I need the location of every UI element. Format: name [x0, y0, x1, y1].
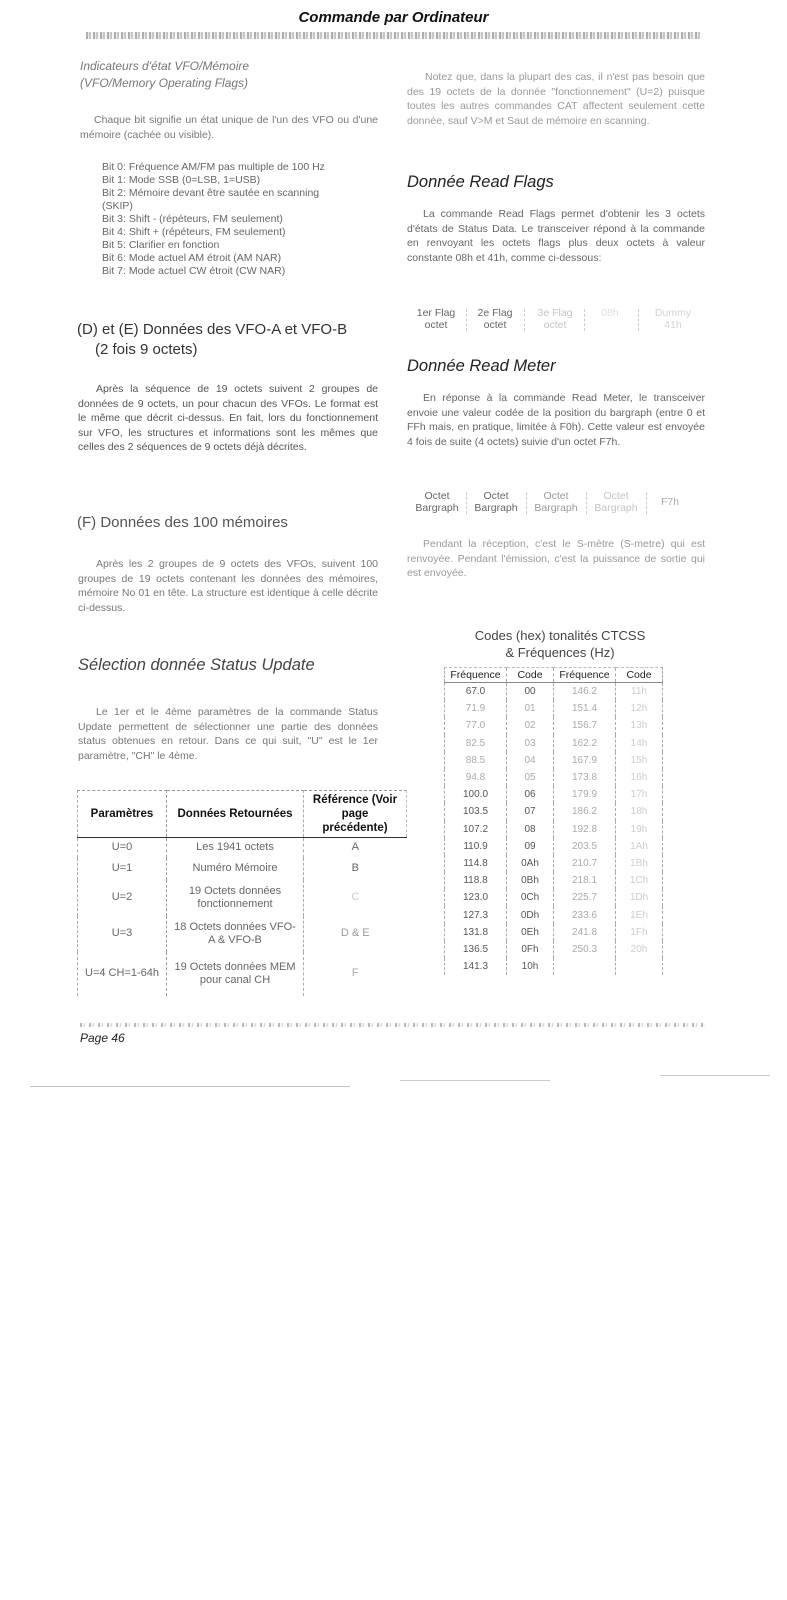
- flags-heading: [80, 58, 380, 92]
- ctcss-frequency-cell: 203.5: [554, 838, 616, 855]
- ctcss-row: [445, 769, 663, 786]
- vfo-heading: [77, 320, 387, 360]
- ctcss-code-cell: 01: [507, 700, 554, 717]
- flags-heading-line1: Indicateurs d'état VFO/Mémoire: [80, 59, 250, 73]
- ctcss-header-cell: Fréquence: [554, 668, 616, 683]
- params-header-cell: Référence (Voir page précédente): [304, 791, 407, 838]
- ctcss-title-line1: Codes (hex) tonalités CTCSS: [474, 628, 646, 643]
- scan-artifact-line: [660, 1075, 770, 1076]
- note-text: Notez que, dans la plupart des cas, il n'est pas besoin que des 19 octets de la donnée "fonctionnement" (U=2) puisque toutes les autres commandes CAT affectent seulement cette donnée, sauf V>M et Saut de mémoire en scanning.: [407, 71, 705, 127]
- ctcss-code-cell: 10h: [507, 958, 554, 975]
- params-header-cell: Données Retournées: [167, 791, 304, 838]
- params-cell: F: [351, 967, 359, 979]
- flag-cell-line1: 08h: [601, 307, 619, 319]
- flag-cell-line1: 3e Flag: [537, 307, 573, 319]
- params-cell: Numéro Mémoire: [167, 858, 304, 880]
- scan-artifact-line: [30, 1086, 350, 1087]
- flag-cell-line1: Dummy: [654, 307, 692, 319]
- ctcss-header-cell: Code: [507, 668, 554, 683]
- bit-item: Bit 3: Shift - (répéteurs, FM seulement): [102, 213, 283, 225]
- ctcss-frequency-cell: 100.0: [445, 786, 507, 803]
- params-header-cell: Paramètres: [78, 791, 167, 838]
- params-row: [78, 952, 407, 996]
- flag-cell: [470, 307, 520, 331]
- ctcss-row: [445, 821, 663, 838]
- params-cell: 18 Octets données VFO-A & VFO-B: [167, 916, 304, 952]
- ctcss-row: [445, 941, 663, 958]
- params-row: [78, 880, 407, 916]
- ctcss-header-row: [445, 668, 663, 683]
- flag-cell-line1: 2e Flag: [477, 307, 513, 319]
- ctcss-frequency-cell: 233.6: [554, 906, 616, 923]
- header-scan-noise: [86, 32, 701, 39]
- ctcss-frequency-cell: 107.2: [445, 821, 507, 838]
- ctcss-row: [445, 752, 663, 769]
- ctcss-code-cell: 05: [507, 769, 554, 786]
- params-cell: 19 Octets données fonctionnement: [167, 880, 304, 916]
- meter-cell-line2: Bargraph: [415, 502, 459, 514]
- ctcss-frequency-cell: 77.0: [445, 717, 507, 734]
- ctcss-table: [444, 667, 663, 975]
- cell-divider: [646, 492, 647, 514]
- bit-item: Bit 4: Shift + (répéteurs, FM seulement): [102, 226, 286, 238]
- meter-cell: [588, 490, 644, 514]
- ctcss-code-cell: 0Ah: [507, 855, 554, 872]
- ctcss-code-cell: 13h: [616, 717, 663, 734]
- ctcss-row: [445, 855, 663, 872]
- ctcss-frequency-cell: 94.8: [445, 769, 507, 786]
- vfo-heading-line2: (2 fois 9 octets): [95, 341, 198, 358]
- ctcss-frequency-cell: 167.9: [554, 752, 616, 769]
- cell-divider: [584, 309, 585, 331]
- mem-text: Après les 2 groupes de 9 octets des VFOs, suivent 100 groupes de 19 octets contenant les données des mémoires, mémoire No 01 en tête. La structure est identique à celle décrite ci-dessus.: [78, 558, 378, 614]
- ctcss-row: [445, 803, 663, 820]
- ctcss-frequency-cell: 114.8: [445, 855, 507, 872]
- ctcss-frequency-cell: 118.8: [445, 872, 507, 889]
- ctcss-frequency-cell: 156.7: [554, 717, 616, 734]
- ctcss-header-cell: Code: [616, 668, 663, 683]
- flag-cell: [530, 307, 580, 331]
- bit-item: (SKIP): [102, 200, 133, 212]
- read-meter-text: En réponse à la commande Read Meter, le transceiver envoie une valeur codée de la position du bargraph (entre 0 et FFh mais, en pratique, limitée à F0h). Cette valeur est envoyée 4 fois de suite (4 octets) suivie d'un octet F7h.: [407, 392, 705, 448]
- ctcss-code-cell: 08: [507, 821, 554, 838]
- ctcss-frequency-cell: [554, 958, 616, 975]
- ctcss-frequency-cell: 131.8: [445, 924, 507, 941]
- ctcss-frequency-cell: 162.2: [554, 735, 616, 752]
- ctcss-code-cell: 02: [507, 717, 554, 734]
- page-header-title: Commande par Ordinateur: [298, 9, 489, 26]
- flag-cell-line1: 1er Flag: [416, 307, 456, 319]
- params-cell: U=3: [78, 916, 167, 952]
- params-row: [78, 858, 407, 880]
- ctcss-code-cell: 04: [507, 752, 554, 769]
- bit-item: Bit 7: Mode actuel CW étroit (CW NAR): [102, 265, 286, 277]
- ctcss-frequency-cell: 225.7: [554, 889, 616, 906]
- ctcss-row: [445, 872, 663, 889]
- ctcss-row: [445, 906, 663, 923]
- bit-list: [102, 161, 382, 278]
- ctcss-frequency-cell: 67.0: [445, 683, 507, 701]
- ctcss-header-cell: Fréquence: [445, 668, 507, 683]
- cell-divider: [466, 309, 467, 331]
- ctcss-frequency-cell: 179.9: [554, 786, 616, 803]
- ctcss-code-cell: 0Eh: [507, 924, 554, 941]
- ctcss-row: [445, 700, 663, 717]
- ctcss-code-cell: 16h: [616, 769, 663, 786]
- cell-divider: [586, 492, 587, 514]
- flag-cell-line2: octet: [543, 319, 567, 331]
- page-number: Page 46: [80, 1031, 125, 1045]
- ctcss-code-cell: 1Dh: [616, 889, 663, 906]
- flags-intro: Chaque bit signifie un état unique de l'un des VFO ou d'une mémoire (cachée ou visible).: [80, 114, 378, 141]
- params-cell: U=2: [78, 880, 167, 916]
- ctcss-code-cell: 06: [507, 786, 554, 803]
- meter-cell-line1: Octet: [483, 490, 509, 502]
- mem-heading: (F) Données des 100 mémoires: [77, 514, 288, 531]
- params-cell: B: [351, 862, 359, 874]
- ctcss-code-cell: 1Bh: [616, 855, 663, 872]
- meter-cell: [410, 490, 464, 514]
- ctcss-row: [445, 717, 663, 734]
- ctcss-code-cell: 07: [507, 803, 554, 820]
- status-text: Le 1er et le 4ème paramètres de la commande Status Update permettent de sélectionner une partie des données status obtenues en retour. Dans ce qui suit, "U" est le 1er paramètre, "CH" le 4ème.: [78, 706, 378, 762]
- ctcss-title: [440, 627, 680, 661]
- ctcss-frequency-cell: 218.1: [554, 872, 616, 889]
- vfo-heading-line1: (D) et (E) Données des VFO-A et VFO-B: [77, 321, 348, 338]
- ctcss-title-line2: & Fréquences (Hz): [505, 645, 615, 660]
- ctcss-code-cell: 1Fh: [616, 924, 663, 941]
- params-row: [78, 838, 407, 858]
- flag-cell: [410, 307, 462, 331]
- ctcss-frequency-cell: 192.8: [554, 821, 616, 838]
- flag-cell-line2: octet: [424, 319, 448, 331]
- ctcss-frequency-cell: 136.5: [445, 941, 507, 958]
- flags-heading-line2: (VFO/Memory Operating Flags): [80, 76, 249, 90]
- ctcss-code-cell: 11h: [616, 683, 663, 701]
- ctcss-code-cell: 18h: [616, 803, 663, 820]
- ctcss-code-cell: 20h: [616, 941, 663, 958]
- bit-item: Bit 5: Clarifier en fonction: [102, 239, 220, 251]
- ctcss-row: [445, 924, 663, 941]
- scan-artifact-line: [400, 1080, 550, 1081]
- meter-note: Pendant la réception, c'est le S-mètre (S-metre) qui est renvoyée. Pendant l'émission, c'est la puissance de sortie qui est envoyée.: [407, 538, 705, 579]
- ctcss-code-cell: 0Bh: [507, 872, 554, 889]
- params-cell: C: [351, 891, 360, 903]
- ctcss-row: [445, 683, 663, 701]
- ctcss-frequency-cell: 123.0: [445, 889, 507, 906]
- ctcss-code-cell: 09: [507, 838, 554, 855]
- ctcss-frequency-cell: 186.2: [554, 803, 616, 820]
- params-cell: A: [351, 841, 359, 854]
- ctcss-code-cell: 15h: [616, 752, 663, 769]
- ctcss-code-cell: 0Dh: [507, 906, 554, 923]
- status-heading: Sélection donnée Status Update: [78, 656, 315, 674]
- ctcss-frequency-cell: 127.3: [445, 906, 507, 923]
- ctcss-frequency-cell: 241.8: [554, 924, 616, 941]
- bit-item: Bit 0: Fréquence AM/FM pas multiple de 100 Hz: [102, 161, 325, 173]
- ctcss-code-cell: 03: [507, 735, 554, 752]
- meter-cell-line1: F7h: [660, 496, 680, 508]
- cell-divider: [526, 492, 527, 514]
- ctcss-frequency-cell: 103.5: [445, 803, 507, 820]
- params-cell: Les 1941 octets: [167, 838, 304, 858]
- read-flags-text: La commande Read Flags permet d'obtenir les 3 octets d'états de Status Data. Le transceiver répond à la commande en renvoyant les octets flags plus deux octets à valeur constante 08h et 41h, comme ci-dessous:: [407, 208, 705, 264]
- flag-cell: [645, 307, 701, 331]
- meter-cell-line1: Octet: [424, 490, 450, 502]
- ctcss-frequency-cell: 146.2: [554, 683, 616, 701]
- params-cell: U=1: [78, 858, 167, 880]
- flag-cell-line2: octet: [483, 319, 507, 331]
- meter-cell-line2: Bargraph: [594, 502, 638, 514]
- bit-item: Bit 1: Mode SSB (0=LSB, 1=USB): [102, 174, 261, 186]
- flag-cell-line2: 41h: [664, 319, 682, 331]
- ctcss-frequency-cell: 141.3: [445, 958, 507, 975]
- ctcss-code-cell: 0Ch: [507, 889, 554, 906]
- ctcss-code-cell: 1Ch: [616, 872, 663, 889]
- ctcss-code-cell: 12h: [616, 700, 663, 717]
- meter-cell: [528, 490, 584, 514]
- meter-cell-line2: Bargraph: [474, 502, 518, 514]
- ctcss-frequency-cell: 71.9: [445, 700, 507, 717]
- flag-cell: [590, 307, 630, 319]
- params-header-row: [78, 791, 407, 838]
- ctcss-frequency-cell: 88.5: [445, 752, 507, 769]
- read-flags-heading: Donnée Read Flags: [407, 173, 554, 191]
- ctcss-code-cell: 00: [507, 683, 554, 701]
- ctcss-row: [445, 889, 663, 906]
- bit-item: Bit 2: Mémoire devant être sautée en scanning: [102, 187, 320, 199]
- cell-divider: [524, 309, 525, 331]
- cell-divider: [466, 492, 467, 514]
- ctcss-frequency-cell: 210.7: [554, 855, 616, 872]
- ctcss-code-cell: 19h: [616, 821, 663, 838]
- meter-cell-line1: Octet: [543, 490, 569, 502]
- ctcss-code-cell: 1Ah: [616, 838, 663, 855]
- ctcss-code-cell: 14h: [616, 735, 663, 752]
- ctcss-frequency-cell: 110.9: [445, 838, 507, 855]
- meter-cell-line2: Bargraph: [534, 502, 578, 514]
- vfo-text: Après la séquence de 19 octets suivent 2 groupes de données de 9 octets, un pour chacun des VFOs. Le format est le même que décrit ci-dessus. En fait, lors du fonctionnement sur VFO, les structures et informations sont les mêmes que celles des 2 séquences de 9 octets déjà décrites.: [78, 383, 378, 453]
- ctcss-frequency-cell: 250.3: [554, 941, 616, 958]
- params-table: [77, 790, 407, 996]
- ctcss-row: [445, 958, 663, 975]
- ctcss-code-cell: [616, 958, 663, 975]
- ctcss-row: [445, 735, 663, 752]
- ctcss-code-cell: 0Fh: [507, 941, 554, 958]
- cell-divider: [638, 309, 639, 331]
- params-cell: D & E: [340, 927, 370, 939]
- footer-scan-noise: [80, 1023, 705, 1027]
- ctcss-frequency-cell: 173.8: [554, 769, 616, 786]
- ctcss-code-cell: 1Eh: [616, 906, 663, 923]
- params-cell: U=4 CH=1-64h: [78, 952, 167, 996]
- params-cell: U=0: [78, 838, 167, 858]
- params-row: [78, 916, 407, 952]
- meter-cell-line1: Octet: [603, 490, 629, 502]
- read-meter-heading: Donnée Read Meter: [407, 357, 556, 375]
- meter-cell: [650, 496, 690, 508]
- ctcss-row: [445, 786, 663, 803]
- ctcss-frequency-cell: 82.5: [445, 735, 507, 752]
- meter-cell: [468, 490, 524, 514]
- ctcss-code-cell: 17h: [616, 786, 663, 803]
- params-cell: 19 Octets données MEM pour canal CH: [167, 952, 304, 996]
- bit-item: Bit 6: Mode actuel AM étroit (AM NAR): [102, 252, 282, 264]
- ctcss-frequency-cell: 151.4: [554, 700, 616, 717]
- ctcss-row: [445, 838, 663, 855]
